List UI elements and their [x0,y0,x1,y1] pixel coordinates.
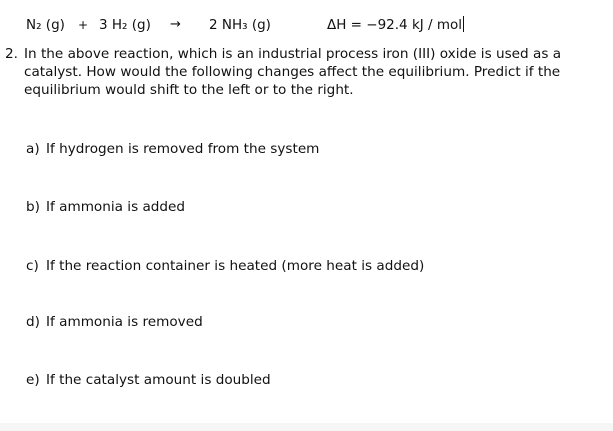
sub-question-letter: a) [26,141,40,157]
sub-question-letter: e) [26,372,40,388]
sub-question-letter: b) [26,199,40,215]
enthalpy-text: ΔH = −92.4 kJ / mol [327,17,463,33]
sub-question-text: If ammonia is removed [46,314,203,330]
sub-question-text: If the catalyst amount is doubled [46,372,271,388]
sub-question-text: If the reaction container is heated (more heat is added) [46,258,425,274]
sub-question-letter: c) [26,258,39,274]
plus-sign: + [78,18,89,32]
sub-question-c [26,257,424,275]
text-cursor [463,16,464,32]
page-bottom-edge [0,423,613,431]
nitrogen-reactant: N₂ (g) [26,17,65,33]
sub-question-text: If ammonia is added [46,199,186,215]
enthalpy-change[interactable] [327,15,464,35]
sub-question-a [26,140,319,158]
sub-question-letter: d) [26,314,40,330]
sub-question-d [26,313,203,331]
question-number: 2. [5,46,18,62]
hydrogen-reactant: 3 H₂ (g) [99,17,151,33]
sub-question-e [26,371,271,389]
sub-question-text: If hydrogen is removed from the system [46,141,320,157]
question-text: In the above reaction, which is an industrial process iron (III) oxide is used as a catalyst. How would the following changes affect the equilibrium. Predict if the equilibrium would shift to the left or to the right. [24,46,562,98]
sub-question-b [26,198,185,216]
reaction-arrow-icon: → [170,17,181,32]
ammonia-product: 2 NH₃ (g) [209,17,271,33]
reaction-equation [0,15,613,37]
